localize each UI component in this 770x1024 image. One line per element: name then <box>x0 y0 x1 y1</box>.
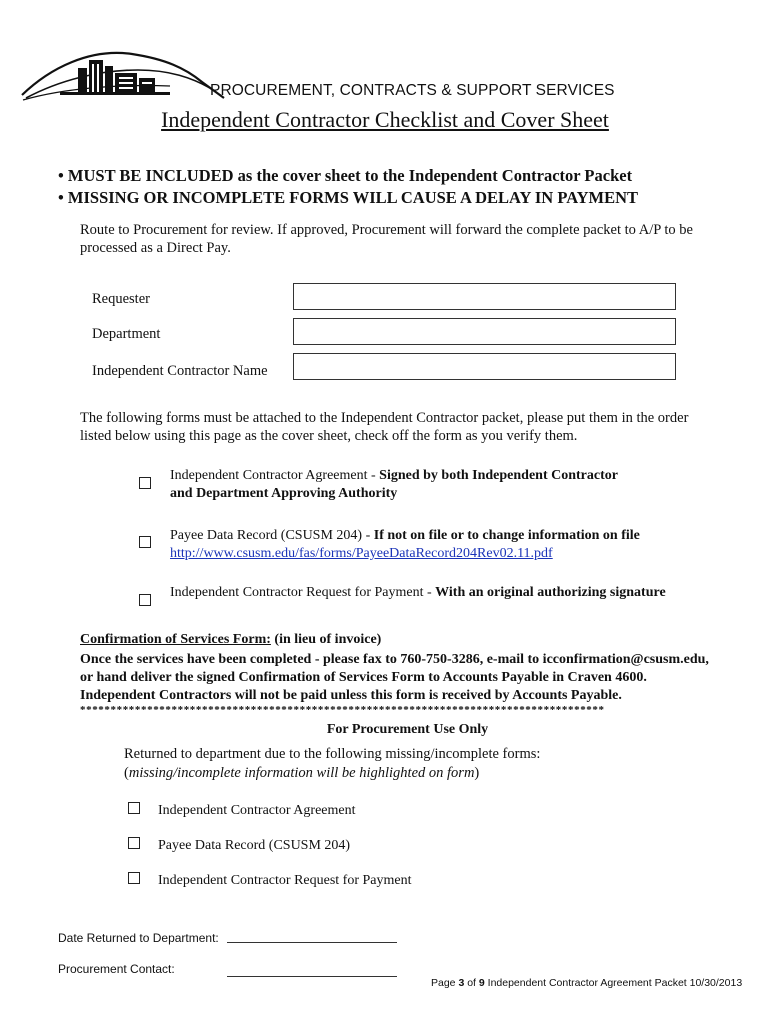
department-label: Department <box>92 326 161 342</box>
confirmation-line-2: or hand deliver the signed Confirmation of Services Form to Accounts Payable in Craven 4600. <box>80 670 647 685</box>
highlight-note-text: missing/incomplete information will be highlighted on form <box>128 765 475 781</box>
checklist-item-note: If not on file or to change information on file <box>373 528 640 543</box>
missing-item-request-for-payment: Independent Contractor Request for Payment <box>158 873 412 888</box>
checklist-item-contractor-agreement <box>170 467 618 503</box>
confirmation-heading-line <box>80 631 381 649</box>
page-footer <box>431 977 742 989</box>
checklist-item-label: Independent Contractor Agreement <box>170 468 368 483</box>
highlight-note-open: ( <box>124 765 129 781</box>
attachment-instructions: The following forms must be attached to the Independent Contractor packet, please put them in the order listed below using this page as the cover sheet, check off the form as you verify them. <box>80 410 689 444</box>
checklist-item-payee-data-record <box>170 527 640 563</box>
section-divider: ************************************************************************************** <box>80 704 605 716</box>
contractor-name-field[interactable] <box>293 353 676 380</box>
confirmation-line-1: Once the services have been completed - please fax to 760-750-3286, e-mail to icconfirmation@csusm.edu, <box>80 652 709 667</box>
confirmation-line-3: Independent Contractors will not be paid unless this form is received by Accounts Payable. <box>80 688 622 703</box>
confirmation-heading: Confirmation of Services Form: <box>80 632 271 647</box>
checkbox-missing-contractor-agreement[interactable] <box>128 802 140 814</box>
procurement-contact-field[interactable] <box>227 976 397 977</box>
highlight-note <box>124 764 479 783</box>
route-instructions: Route to Procurement for review. If approved, Procurement will forward the complete packet to A/P to be processed as a Direct Pay. <box>80 222 693 256</box>
procurement-use-heading: For Procurement Use Only <box>326 722 489 737</box>
missing-item-contractor-agreement: Independent Contractor Agreement <box>158 803 356 818</box>
footer-document-info: Independent Contractor Agreement Packet 10/30/2013 <box>484 977 743 989</box>
footer-page-prefix: Page <box>431 977 459 989</box>
checklist-item-separator: - <box>423 585 436 600</box>
returned-explanation: Returned to department due to the following missing/incomplete forms: <box>124 746 541 762</box>
department-heading: PROCUREMENT, CONTRACTS & SUPPORT SERVICES <box>210 82 615 99</box>
checklist-item-note: With an original authorizing signature <box>435 585 666 600</box>
checklist-item-label: Payee Data Record (CSUSM 204) <box>170 528 363 543</box>
checkbox-request-for-payment[interactable] <box>139 594 151 606</box>
department-field[interactable] <box>293 318 676 345</box>
requester-field[interactable] <box>293 283 676 310</box>
requester-label: Requester <box>92 291 150 307</box>
checkbox-payee-data-record[interactable] <box>139 536 151 548</box>
footer-page-of: of <box>464 977 479 989</box>
date-returned-label: Date Returned to Department: <box>58 931 219 945</box>
requirement-bullet-cover-sheet: • MUST BE INCLUDED as the cover sheet to the Independent Contractor Packet <box>58 166 633 185</box>
highlight-note-close: ) <box>474 765 480 781</box>
checklist-item-note-continued: and Department Approving Authority <box>170 486 398 501</box>
checkbox-missing-payee-data-record[interactable] <box>128 837 140 849</box>
checklist-item-separator: - <box>367 468 380 483</box>
checklist-item-separator: - <box>362 528 374 543</box>
payee-data-record-link[interactable]: http://www.csusm.edu/fas/forms/PayeeDataRecord204Rev02.11.pdf <box>170 546 553 561</box>
footer-page-current: 3 <box>458 977 465 989</box>
checklist-item-request-for-payment <box>170 584 666 602</box>
checkbox-missing-request-for-payment[interactable] <box>128 872 140 884</box>
campus-skyline-logo-icon <box>20 40 225 102</box>
missing-item-payee-data-record: Payee Data Record (CSUSM 204) <box>158 838 351 853</box>
page-title: Independent Contractor Checklist and Cover Sheet <box>161 107 609 132</box>
footer-page-total: 9 <box>478 977 485 989</box>
procurement-contact-label: Procurement Contact: <box>58 962 175 976</box>
requirement-bullet-delay-warning: • MISSING OR INCOMPLETE FORMS WILL CAUSE A DELAY IN PAYMENT <box>58 188 639 207</box>
date-returned-field[interactable] <box>227 942 397 943</box>
confirmation-heading-suffix: (in lieu of invoice) <box>270 632 382 647</box>
checklist-item-note: Signed by both Independent Contractor <box>379 468 618 483</box>
contractor-name-label: Independent Contractor Name <box>92 363 268 379</box>
checkbox-contractor-agreement[interactable] <box>139 477 151 489</box>
checklist-item-label: Independent Contractor Request for Payment <box>170 585 424 600</box>
